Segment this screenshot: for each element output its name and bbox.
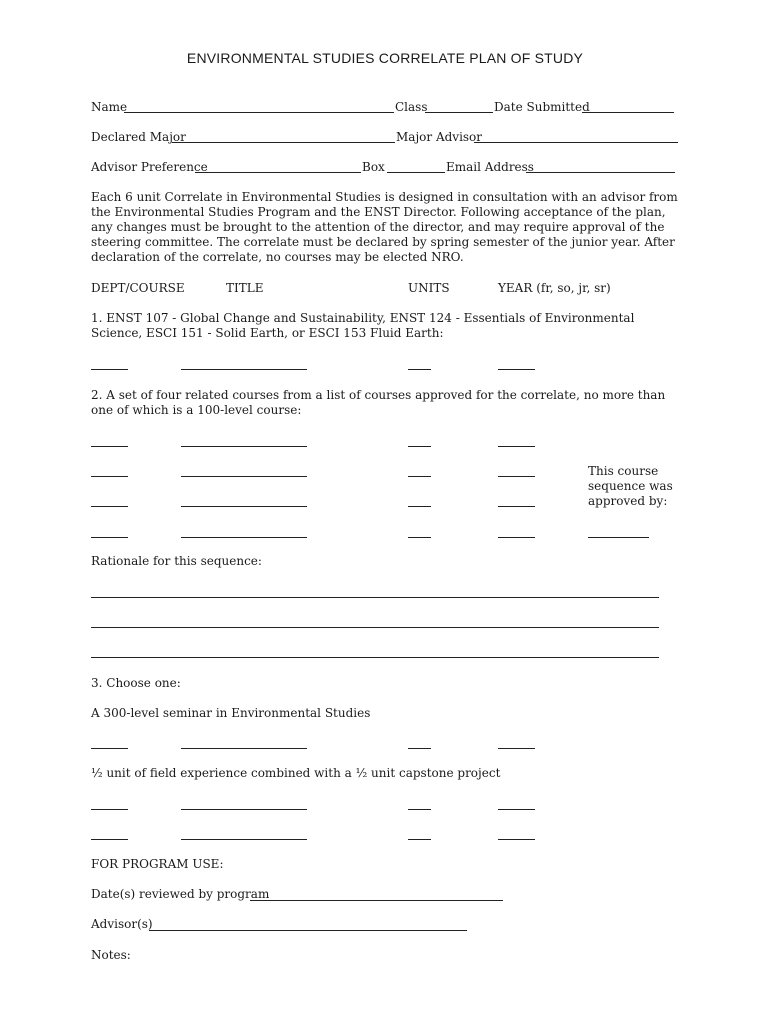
title-field[interactable] xyxy=(181,446,307,447)
dept-course-field[interactable] xyxy=(91,476,128,477)
advisor-preference-label: Advisor Preference xyxy=(91,160,208,174)
major-advisor-field[interactable] xyxy=(474,142,678,143)
year-field[interactable] xyxy=(498,748,535,749)
title-field[interactable] xyxy=(181,748,307,749)
units-field[interactable] xyxy=(408,476,431,477)
units-field[interactable] xyxy=(408,748,431,749)
units-field[interactable] xyxy=(408,537,431,538)
box-label: Box xyxy=(362,160,385,174)
declared-major-label: Declared Major xyxy=(91,130,186,144)
dept-course-field[interactable] xyxy=(91,369,128,370)
section1-text: 1. ENST 107 - Global Change and Sustainability, ENST 124 - Essentials of Environmental Science, ESCI 151 - Solid Earth, or ESCI 153 Fluid Earth: xyxy=(91,311,635,340)
dept-course-field[interactable] xyxy=(91,446,128,447)
column-dept-course: DEPT/COURSE xyxy=(91,281,185,295)
title-field[interactable] xyxy=(181,839,307,840)
approval-note-line: approved by: xyxy=(588,494,668,508)
program-use-heading: FOR PROGRAM USE: xyxy=(91,857,224,871)
declared-major-field[interactable] xyxy=(172,142,395,143)
units-field[interactable] xyxy=(408,446,431,447)
dept-course-field[interactable] xyxy=(91,839,128,840)
title-field[interactable] xyxy=(181,809,307,810)
dept-course-field[interactable] xyxy=(91,537,128,538)
year-field[interactable] xyxy=(498,809,535,810)
box-field[interactable] xyxy=(387,172,445,173)
major-advisor-label: Major Advisor xyxy=(396,130,483,144)
section3-heading: 3. Choose one: xyxy=(91,676,181,690)
name-field[interactable] xyxy=(124,112,394,113)
advisors-label: Advisor(s) xyxy=(91,917,153,931)
year-field[interactable] xyxy=(498,476,535,477)
title-field[interactable] xyxy=(181,369,307,370)
rationale-line[interactable] xyxy=(91,597,659,598)
year-field[interactable] xyxy=(498,369,535,370)
units-field[interactable] xyxy=(408,839,431,840)
approval-note-line: sequence was xyxy=(588,479,673,493)
title-field[interactable] xyxy=(181,506,307,507)
dates-reviewed-label: Date(s) reviewed by program xyxy=(91,887,270,901)
class-field[interactable] xyxy=(425,112,493,113)
name-label: Name xyxy=(91,100,128,114)
approval-note-line: This course xyxy=(588,464,659,478)
section3-option-b: ½ unit of field experience combined with a ½ unit capstone project xyxy=(91,766,501,780)
rationale-line[interactable] xyxy=(91,657,659,658)
column-year: YEAR (fr, so, jr, sr) xyxy=(498,281,611,295)
rationale-label: Rationale for this sequence: xyxy=(91,554,262,568)
units-field[interactable] xyxy=(408,809,431,810)
units-field[interactable] xyxy=(408,506,431,507)
units-field[interactable] xyxy=(408,369,431,370)
page-title: ENVIRONMENTAL STUDIES CORRELATE PLAN OF STUDY xyxy=(186,50,584,66)
dates-reviewed-field[interactable] xyxy=(250,900,503,901)
intro-paragraph: Each 6 unit Correlate in Environmental Studies is designed in consultation with an advisor from the Environmental Studies Program and the ENST Director. Following acceptance of the plan, any changes must be brought to the attention of the director, and may require approval of the steering committee. The correlate must be declared by spring semester of the junior year. After declaration of the correlate, no courses may be elected NRO. xyxy=(91,190,678,264)
email-field[interactable] xyxy=(526,172,675,173)
class-label: Class xyxy=(395,100,428,114)
rationale-line[interactable] xyxy=(91,627,659,628)
section2-text: 2. A set of four related courses from a list of courses approved for the correlate, no more than one of which is a 100-level course: xyxy=(91,388,666,417)
year-field[interactable] xyxy=(498,537,535,538)
year-field[interactable] xyxy=(498,839,535,840)
date-submitted-field[interactable] xyxy=(582,112,674,113)
approved-by-field[interactable] xyxy=(588,537,649,538)
date-submitted-label: Date Submitted xyxy=(494,100,590,114)
column-units: UNITS xyxy=(408,281,450,295)
title-field[interactable] xyxy=(181,537,307,538)
year-field[interactable] xyxy=(498,506,535,507)
column-title: TITLE xyxy=(226,281,264,295)
advisor-preference-field[interactable] xyxy=(195,172,361,173)
year-field[interactable] xyxy=(498,446,535,447)
section3-option-a: A 300-level seminar in Environmental Studies xyxy=(91,706,371,720)
dept-course-field[interactable] xyxy=(91,506,128,507)
email-label: Email Address xyxy=(446,160,534,174)
advisors-field[interactable] xyxy=(149,930,467,931)
notes-label: Notes: xyxy=(91,948,131,962)
dept-course-field[interactable] xyxy=(91,748,128,749)
title-field[interactable] xyxy=(181,476,307,477)
dept-course-field[interactable] xyxy=(91,809,128,810)
